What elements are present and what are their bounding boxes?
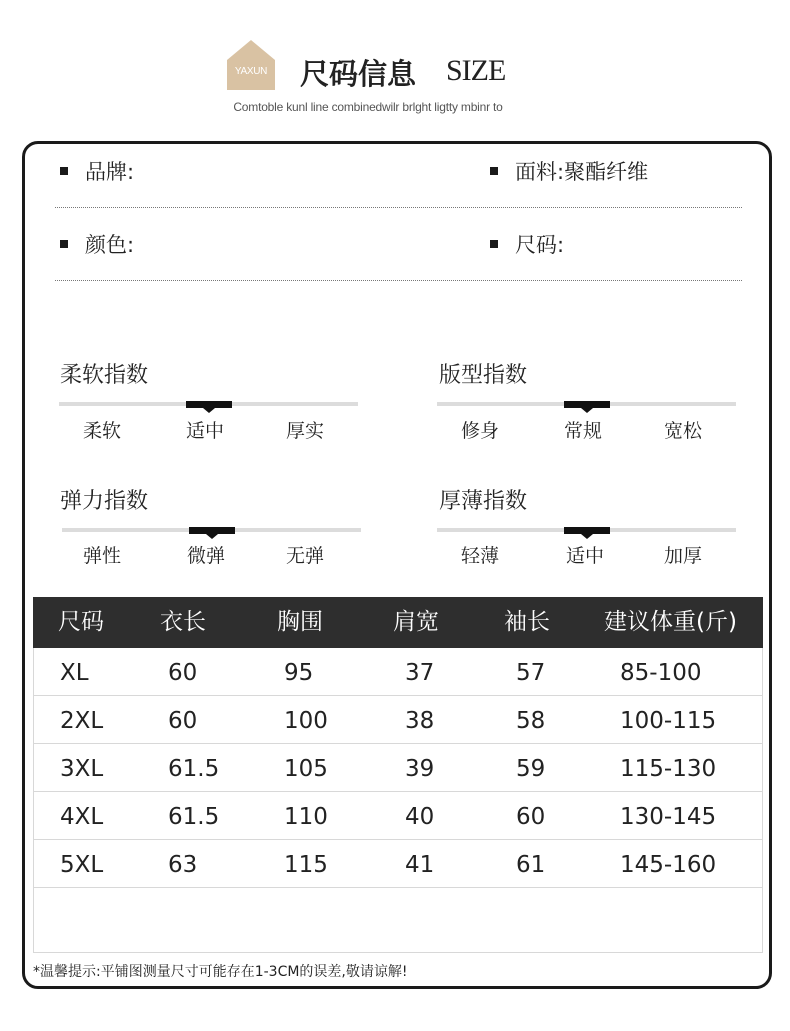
cell-sleeve: 58 — [516, 708, 546, 734]
brand-logo — [227, 40, 275, 90]
cell-size: XL — [60, 660, 89, 686]
fit-index-marker — [564, 401, 610, 408]
divider — [55, 207, 742, 208]
softness-index-marker — [186, 401, 232, 408]
fit-option: 常规 — [563, 420, 602, 442]
cell-shoulder: 38 — [405, 708, 435, 734]
cell-shoulder: 41 — [405, 852, 435, 878]
softness-index-title: 柔软指数 — [60, 363, 149, 388]
cell-length: 60 — [168, 708, 198, 734]
cell-size: 2XL — [60, 708, 104, 734]
page-title: 尺码信息 — [300, 57, 417, 91]
fabric-value: 聚酯纤维 — [564, 160, 649, 184]
thickness-index-marker — [564, 527, 610, 534]
softness-option: 适中 — [185, 420, 224, 442]
softness-option: 柔软 — [82, 420, 121, 442]
bullet-square-icon — [490, 240, 498, 248]
measurement-note: *温馨提示:平铺图测量尺寸可能存在1-3CM的误差,敬请谅解! — [33, 964, 408, 980]
cell-chest: 105 — [284, 756, 328, 782]
header-weight: 建议体重(斤) — [604, 609, 737, 635]
thickness-option: 加厚 — [663, 545, 702, 567]
header-chest: 胸围 — [277, 609, 323, 635]
divider — [55, 280, 742, 281]
cell-weight: 115-130 — [620, 756, 717, 782]
table-row — [34, 696, 762, 744]
size-table-header — [33, 597, 763, 648]
softness-option: 厚实 — [285, 420, 324, 442]
thickness-option: 轻薄 — [460, 545, 499, 567]
header-length: 衣长 — [160, 609, 206, 635]
cell-size: 4XL — [60, 804, 104, 830]
elasticity-index-title: 弹力指数 — [60, 489, 149, 514]
table-row — [34, 648, 762, 696]
fit-option: 修身 — [460, 420, 499, 442]
cell-chest: 110 — [284, 804, 328, 830]
header-size: 尺码 — [58, 609, 104, 635]
fit-index-title: 版型指数 — [439, 363, 528, 388]
size-table-body — [33, 648, 763, 953]
elasticity-option: 微弹 — [186, 545, 225, 567]
cell-sleeve: 59 — [516, 756, 546, 782]
cell-sleeve: 60 — [516, 804, 546, 830]
cell-sleeve: 61 — [516, 852, 546, 878]
page-subtitle: Comtoble kunl line combinedwilr brlght ligtty mbinr to — [233, 100, 503, 114]
fabric-label: 面料: — [515, 160, 565, 184]
table-row — [34, 792, 762, 840]
cell-shoulder: 39 — [405, 756, 435, 782]
thickness-index-title: 厚薄指数 — [439, 489, 528, 514]
color-field — [60, 229, 134, 259]
cell-length: 60 — [168, 660, 198, 686]
elasticity-option: 弹性 — [82, 545, 121, 567]
header-shoulder: 肩宽 — [393, 609, 439, 635]
cell-weight: 100-115 — [620, 708, 717, 734]
logo-text: YAXUN — [234, 66, 268, 77]
cell-shoulder: 37 — [405, 660, 435, 686]
cell-chest: 100 — [284, 708, 328, 734]
logo-roof-shape — [227, 40, 275, 60]
cell-size: 3XL — [60, 756, 104, 782]
elasticity-index-marker — [189, 527, 235, 534]
table-row — [34, 744, 762, 792]
cell-shoulder: 40 — [405, 804, 435, 830]
color-label: 颜色: — [85, 233, 135, 257]
fabric-field — [490, 156, 648, 186]
cell-size: 5XL — [60, 852, 104, 878]
cell-length: 61.5 — [168, 756, 220, 782]
size-field — [490, 229, 564, 259]
brand-label: 品牌: — [85, 160, 135, 184]
elasticity-option: 无弹 — [285, 545, 324, 567]
thickness-option: 适中 — [565, 545, 604, 567]
cell-weight: 130-145 — [620, 804, 717, 830]
table-row — [34, 840, 762, 888]
brand-field — [60, 156, 134, 186]
bullet-square-icon — [490, 167, 498, 175]
cell-chest: 95 — [284, 660, 314, 686]
cell-chest: 115 — [284, 852, 328, 878]
cell-sleeve: 57 — [516, 660, 546, 686]
cell-weight: 145-160 — [620, 852, 717, 878]
header-sleeve: 袖长 — [504, 609, 550, 635]
size-label: 尺码: — [515, 233, 565, 257]
cell-length: 61.5 — [168, 804, 220, 830]
cell-weight: 85-100 — [620, 660, 702, 686]
cell-length: 63 — [168, 852, 198, 878]
fit-option: 宽松 — [663, 420, 702, 442]
bullet-square-icon — [60, 167, 68, 175]
page-title-en: SIZE — [446, 54, 506, 87]
bullet-square-icon — [60, 240, 68, 248]
